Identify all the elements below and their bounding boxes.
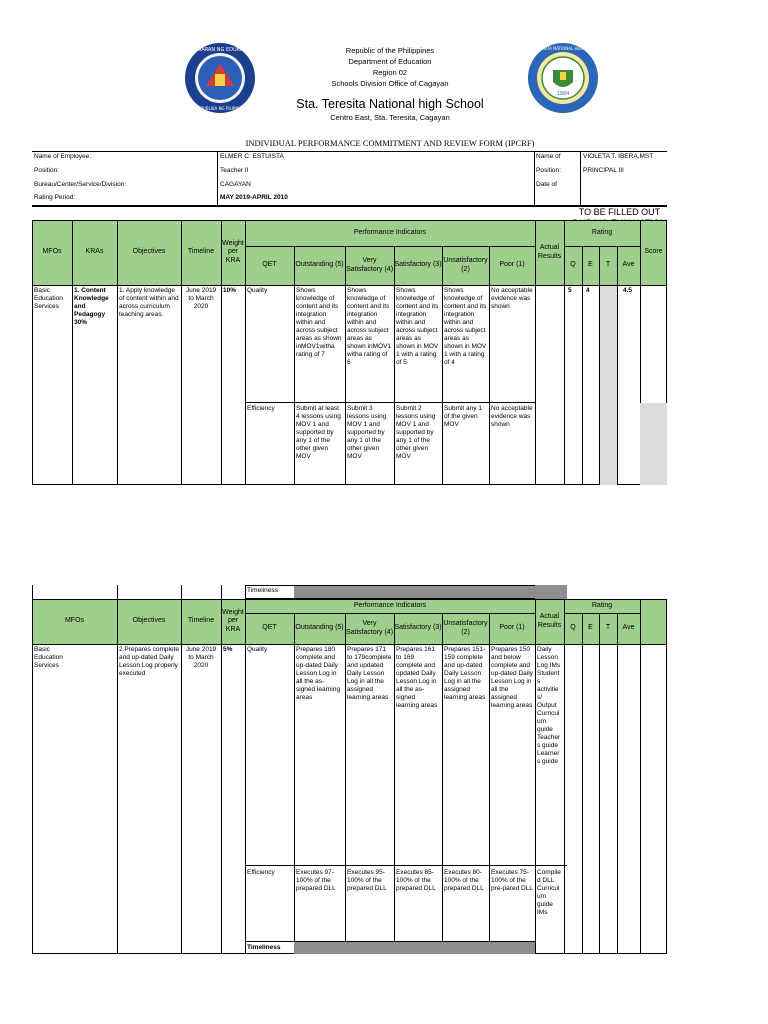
- row1-quality-label: Quality: [247, 287, 268, 294]
- t2-col-e: E: [588, 624, 593, 632]
- row1-e: 4: [586, 287, 590, 294]
- row1-efficiency-very: Submit 3 lessons using MOV 1 and supported by any 1 of the other given MOV: [347, 405, 387, 460]
- col-qet: QET: [262, 261, 277, 269]
- t2-col-very-satisfactory: Very Satisfactory (4): [345, 620, 394, 636]
- school-address: Centro East, Sta. Teresita, Cagayan: [330, 113, 450, 122]
- t2-col-poor: Poor (1): [499, 624, 525, 632]
- row2-efficiency-poor: Executes 75-100% of the pre-pared DLL: [491, 869, 533, 892]
- row1-quality-unsatisfactory: Shows knowledge of content and its integration within and across subject areas as shown in MOV 1 with a rating of 4: [444, 287, 487, 366]
- top-timeliness-label: Timeliness: [247, 587, 278, 594]
- position-label: Position:: [34, 167, 59, 174]
- row2-objective: 2.Prepares complete and up-dated Daily Lesson Log properly executed: [119, 646, 179, 677]
- school-seal-text: STA. TERESITA NATIONAL HIGH SCHOOL: [527, 46, 599, 51]
- row2-mfo: Basic Education Services: [34, 646, 63, 669]
- t2-col-ave: Ave: [622, 624, 635, 632]
- row2-quality-poor: Prepares 150 and below complete and up-dated Daily Lesson Log in all the assigned learning areas: [491, 646, 533, 709]
- col-satisfactory: Satisfactory (3): [394, 261, 442, 269]
- row1-efficiency-unsatisfactory: Submit any 1 of the given MOV: [444, 405, 482, 428]
- employee-info: [32, 151, 667, 206]
- rater-name-label: Name of: [536, 153, 561, 160]
- t2-col-actual-results: Actual Results: [537, 613, 562, 629]
- t2-col-unsatisfactory: Unsatisfactory (2): [443, 620, 488, 636]
- row2-efficiency-very: Executes 95-100% of the prepared DLL: [347, 869, 387, 892]
- col-e: E: [588, 261, 593, 269]
- rater-position-value: PRINCIPAL III: [583, 167, 624, 174]
- bureau-label: Bureau/Center/Service/Division:: [34, 181, 127, 188]
- col-t: T: [605, 261, 611, 269]
- form-title: INDIVIDUAL PERFORMANCE COMMITMENT AND REVIEW FORM (IPCRF): [245, 138, 535, 148]
- row2-timeliness-label: Timeliness: [247, 944, 281, 951]
- period-value: MAY 2019-APRIL 2010: [220, 194, 288, 201]
- row1-efficiency-label: Efficiency: [247, 405, 275, 412]
- col-unsatisfactory: Unsatisfactory (2): [443, 257, 488, 273]
- col-poor: Poor (1): [499, 261, 525, 269]
- t2-col-satisfactory: Satisfactory (3): [394, 624, 442, 632]
- row2-efficiency-actual: Compile d DLL Curricul um guide IMs: [537, 869, 561, 916]
- row1-quality-very: Shows knowledge of content and its integration within and across subject areas as shown inMOV1 witha rating of 6: [347, 287, 392, 366]
- row2-quality-satisfactory: Prepares 161 to 169 complete and updated Daily Lesson Log in all the as-signed learning areas: [396, 646, 438, 709]
- t2-col-rating: Rating: [591, 601, 613, 609]
- row2-efficiency-outstanding: Executes 97-100% of the prepared DLL: [296, 869, 336, 892]
- name-label: Name of Employee:: [34, 153, 92, 160]
- col-outstanding: Outstanding (5): [295, 261, 344, 269]
- row1-quality-poor: No acceptable evidence was shown: [491, 287, 533, 310]
- deped-seal-bottom-text: REPUBLIKA NG PILIPINAS: [195, 106, 245, 111]
- name-value: ELMER C. ESTUISTA: [220, 153, 284, 160]
- position-value: Teacher II: [220, 167, 249, 174]
- t2-col-objectives: Objectives: [132, 617, 166, 625]
- row2-efficiency-unsatisfactory: Executes 80-100% of the prepared DLL: [444, 869, 484, 892]
- row2-quality-very: Prepares 171 to 179complete and updated Daily Lesson Log in all the assigned learning areas: [347, 646, 392, 701]
- row2-quality-unsatisfactory: Prepares 151-159 complete and up-dated Daily Lesson Log in all the assigned learning areas: [444, 646, 486, 701]
- col-rating: Rating: [591, 228, 613, 236]
- row2-quality-outstanding: Prepares 180 complete and up-dated Daily Lesson Log in all the as-signed learning areas: [296, 646, 341, 701]
- row2-weight: 5%: [223, 646, 233, 653]
- t2-col-weight: Weight per KRA: [222, 608, 244, 633]
- row1-mfo: Basic Education Services: [34, 287, 63, 310]
- school-name: Sta. Teresita National high School: [296, 97, 484, 111]
- row1-quality-outstanding: Shows knowledge of content and its integration within and across subject areas as shown inMOV1witha rating of 7: [296, 287, 342, 358]
- col-timeline: Timeline: [187, 248, 215, 256]
- evaluation-note: TO BE FILLED OUT: [578, 207, 661, 217]
- t2-col-qet: QET: [262, 624, 277, 632]
- col-kras: KRAs: [85, 248, 104, 256]
- col-score: Score: [644, 248, 663, 256]
- republic-text: Republic of the Philippines: [345, 46, 435, 55]
- col-objectives: Objectives: [132, 248, 166, 256]
- row2-quality-actual: Daily Lesson Log IMs Student s activitie s/ Output Curricul um guide Teacher s guide Learner s guide: [537, 646, 561, 765]
- row2-timeline: June 2019 to March 2020: [185, 646, 217, 669]
- col-mfos: MFOs: [42, 248, 62, 256]
- row1-q: 5: [568, 287, 572, 294]
- t2-col-timeline: Timeline: [187, 617, 215, 625]
- t2-col-performance-indicators: Performance Indicators: [353, 601, 427, 609]
- school-seal-year: 1984: [556, 91, 570, 97]
- period-label: Rating Period:: [34, 194, 76, 201]
- col-q: Q: [570, 261, 576, 269]
- row1-quality-satisfactory: Shows knowledge of content and its integration within and across subject areas as shown in MOV 1 with a rating of 5: [396, 287, 439, 366]
- col-weight: Weight per KRA: [222, 239, 244, 264]
- row1-timeline: June 2019 to March 2020: [185, 287, 217, 310]
- col-performance-indicators: Performance Indicators: [353, 228, 427, 236]
- row2-efficiency-satisfactory: Executes 85-100% of the prepared DLL: [396, 869, 436, 892]
- t2-col-q: Q: [570, 624, 576, 632]
- rater-name-value: VIOLETA T. IBERA,MST: [583, 153, 654, 160]
- row1-efficiency-outstanding: Submit at least 4 lessons using MOV 1 and supported by any 1 of the other given MOV: [296, 405, 341, 460]
- t2-col-outstanding: Outstanding (5): [295, 624, 344, 632]
- department-text: Department of Education: [348, 57, 432, 66]
- rater-position-label: Position:: [536, 167, 561, 174]
- division-text: Schools Division Office of Cagayan: [331, 79, 449, 88]
- col-ave: Ave: [622, 261, 635, 269]
- date-label: Date of: [536, 181, 557, 188]
- col-very-satisfactory: Very Satisfactory (4): [345, 257, 394, 273]
- t2-col-t: T: [605, 624, 611, 632]
- ipcrf-table-2: [32, 585, 667, 957]
- bureau-value: CAGAYAN: [220, 181, 251, 188]
- region-text: Region 02: [372, 68, 408, 77]
- row1-kra: 1. Content Knowledge and Pedagogy 30%: [74, 287, 109, 326]
- row1-ave: 4.5: [623, 287, 633, 294]
- row1-efficiency-satisfactory: Submit 2 lessons using MOV 1 and supported by any 1 of the other given MOV: [396, 405, 436, 460]
- row2-quality-label: Quality: [247, 646, 268, 653]
- t2-col-mfos: MFOs: [64, 617, 85, 625]
- row1-efficiency-poor: No acceptable evidence was shown: [491, 405, 533, 428]
- ipcrf-table-1: [32, 206, 667, 498]
- row1-weight: 10%: [223, 287, 237, 294]
- row2-efficiency-label: Efficiency: [247, 869, 275, 876]
- deped-seal-text: KAGAWARAN NG EDUKASYON: [184, 47, 256, 53]
- col-actual-results: Actual Results: [537, 244, 562, 260]
- row1-objective: 1. Apply knowledge of content within and across curriculum teaching areas.: [119, 287, 179, 318]
